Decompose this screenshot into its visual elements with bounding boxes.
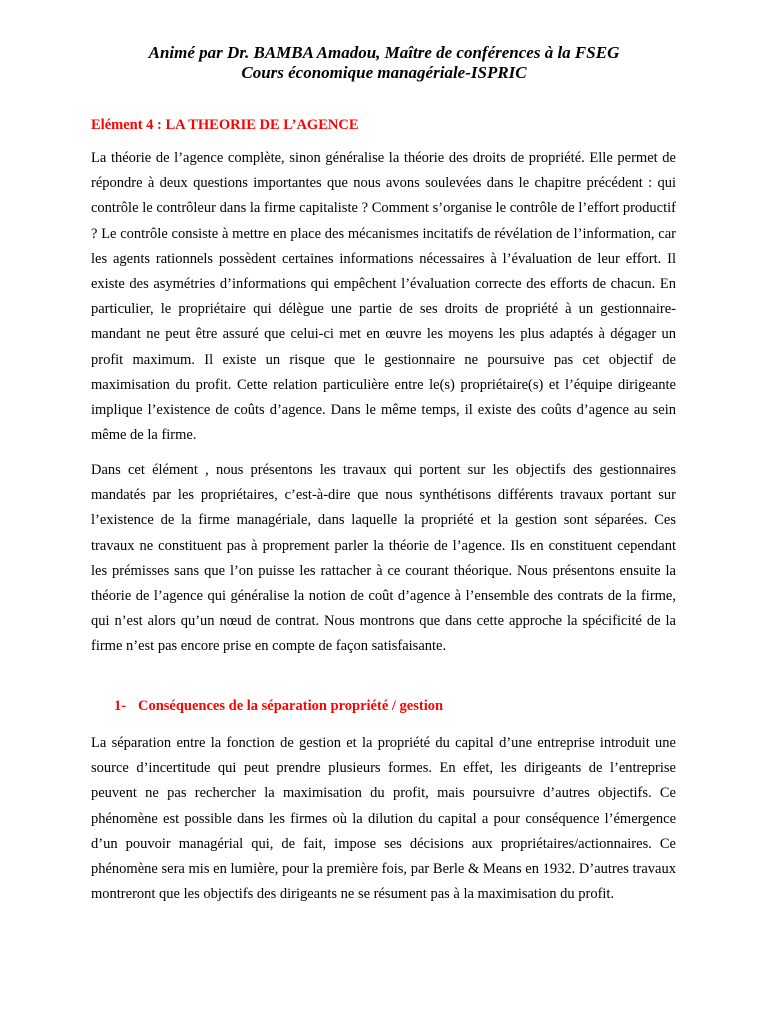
subsection-heading: [114, 697, 443, 715]
paragraph-3: La séparation entre la fonction de gestion et la propriété du capital d’une entreprise introduit une source d’incertitude qui peut prendre plusieurs formes. En effet, les dirigeants de l’entreprise peuvent ne pas rechercher la maximisation du profit, mais poursuivre d’autres objectifs. Ce phénomène est possible dans les firmes où la dilution du capital a pour conséquence l’émergence d’un pouvoir managérial qui, de fait, impose ses décisions aux propriétaires/actionnaires. Ce phénomène sera mis en lumière, pour la première fois, par Berle & Means en 1932. D’autres travaux montreront que les objectifs des dirigeants ne se résument pas à la maximisation du profit.: [91, 735, 676, 903]
section-title: [91, 116, 359, 134]
section-title-text: Elément 4 : LA THEORIE DE L’AGENCE: [91, 117, 359, 133]
header-author-line: Animé par Dr. BAMBA Amadou, Maître de conférences à la FSEG: [148, 43, 620, 62]
subsection-title: Conséquences de la séparation propriété / gestion: [138, 698, 444, 714]
subsection-number: 1-: [114, 698, 127, 714]
header-course-line: Cours économique managériale-ISPRIC: [241, 63, 527, 82]
paragraph-1: La théorie de l’agence complète, sinon généralise la théorie des droits de propriété. Elle permet de répondre à deux questions importantes que nous avons soulevées dans le chapitre précédent : qui contrôle le contrôleur dans la firme capitaliste ? Comment s’organise le contrôle de l’effort productif ? Le contrôle consiste à mettre en place des mécanismes incitatifs de révélation de l’information, car les agents rationnels possèdent certaines informations nécessaires à l’évaluation de leur effort. Il existe des asymétries d’informations qui empêchent l’évaluation correcte des efforts de chacun. En particulier, le propriétaire qui délègue une partie de ses droits de propriété à un gestionnaire-mandant ne peut être assuré que celui-ci met en œuvre les moyens les plus adaptés à dégager un profit maximum. Il existe un risque que le gestionnaire ne poursuive pas cet objectif de maximisation du profit. Cette relation particulière entre le(s) propriétaire(s) et l’équipe dirigeante implique l’existence de coûts d’agence. Dans le même temps, il existe des coûts d’agence au sein même de la firme.: [91, 150, 676, 444]
paragraph-2: Dans cet élément , nous présentons les travaux qui portent sur les objectifs des gestionnaires mandatés par les propriétaires, c’est-à-dire que nous synthétisons différents travaux portant sur l’existence de la firme managériale, dans laquelle la propriété et la gestion sont séparées. Ces travaux ne constituent pas à proprement parler la théorie de l’agence. Ils en constituent cependant les prémisses sans que l’on puisse les rattacher à ce courant théorique. Nous présentons ensuite la théorie de l’agence qui généralise la notion de coût d’agence à l’ensemble des contrats de la firme, qui n’est alors qu’un nœud de contrat. Nous montrons que dans cette approche la spécificité de la firme n’est pas encore prise en compte de façon satisfaisante.: [91, 462, 676, 655]
